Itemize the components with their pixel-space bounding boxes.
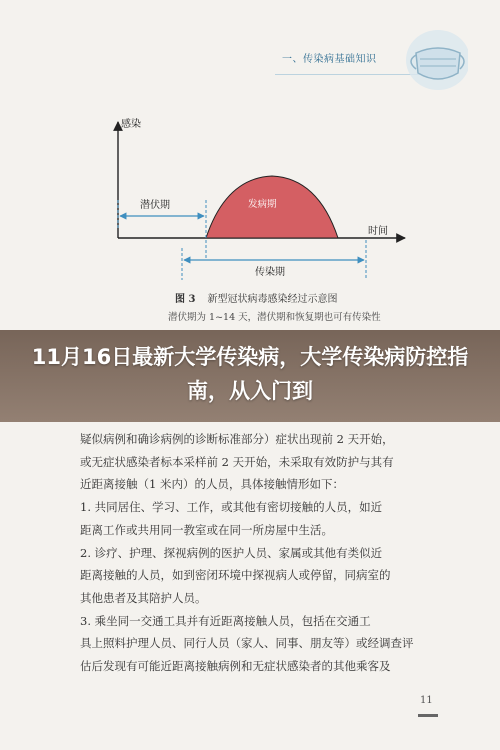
face-mask-icon — [398, 25, 468, 95]
footer-rule — [418, 714, 438, 717]
y-axis-label: 感染 — [121, 119, 141, 130]
body-line: 距离工作或共用同一教室或在同一所房屋中生活。 — [80, 522, 333, 537]
body-line: 疑似病例和确诊病例的诊断标准部分）症状出现前 2 天开始， — [80, 432, 394, 446]
onset-period-label: 发病期 — [248, 199, 277, 210]
figure-caption — [175, 290, 337, 305]
x-axis-label: 时间 — [368, 226, 388, 237]
contagious-label: 传染期 — [255, 267, 285, 278]
figure-number: 图 3 — [175, 294, 196, 305]
body-line: 估后发现有可能近距离接触病例和无症状感染者的其他乘客及 — [80, 659, 391, 674]
section-header: 一、传染病基础知识 — [282, 54, 377, 65]
body-line: 2. 诊疗、护理、探视病例的医护人员、家属或其他有类似近 — [80, 545, 383, 560]
body-line: 距离接触的人员，如到密闭环境中探视病人或停留，同病室的 — [80, 568, 391, 583]
body-line: 近距离接触（1 米内）的人员，具体接触情形如下： — [80, 477, 344, 492]
body-line: 1. 共同居住、学习、工作，或其他有密切接触的人员，如近 — [80, 500, 383, 515]
figure-note: 潜伏期为 1~14 天，潜伏期和恢复期也可有传染性 — [168, 312, 381, 323]
body-line: 其他患者及其陪护人员。 — [80, 590, 207, 605]
body-line: 具上照料护理人员、同行人员（家人、同事、朋友等）或经调查评 — [80, 636, 414, 651]
figure-caption-text: 新型冠状病毒感染经过示意图 — [207, 294, 338, 305]
article-title: 11月16日最新大学传染病，大学传染病防控指南，从入门到 — [31, 345, 469, 403]
page-number: 11 — [420, 695, 433, 706]
incubation-label: 潜伏期 — [140, 200, 170, 211]
body-line: 3. 乘坐同一交通工具并有近距离接触人员，包括在交通工 — [80, 613, 371, 628]
title-banner — [0, 330, 500, 422]
body-line: 或无症状感染者标本采样前 2 天开始，未采取有效防护与其有 — [80, 454, 394, 469]
body-text — [80, 428, 460, 678]
